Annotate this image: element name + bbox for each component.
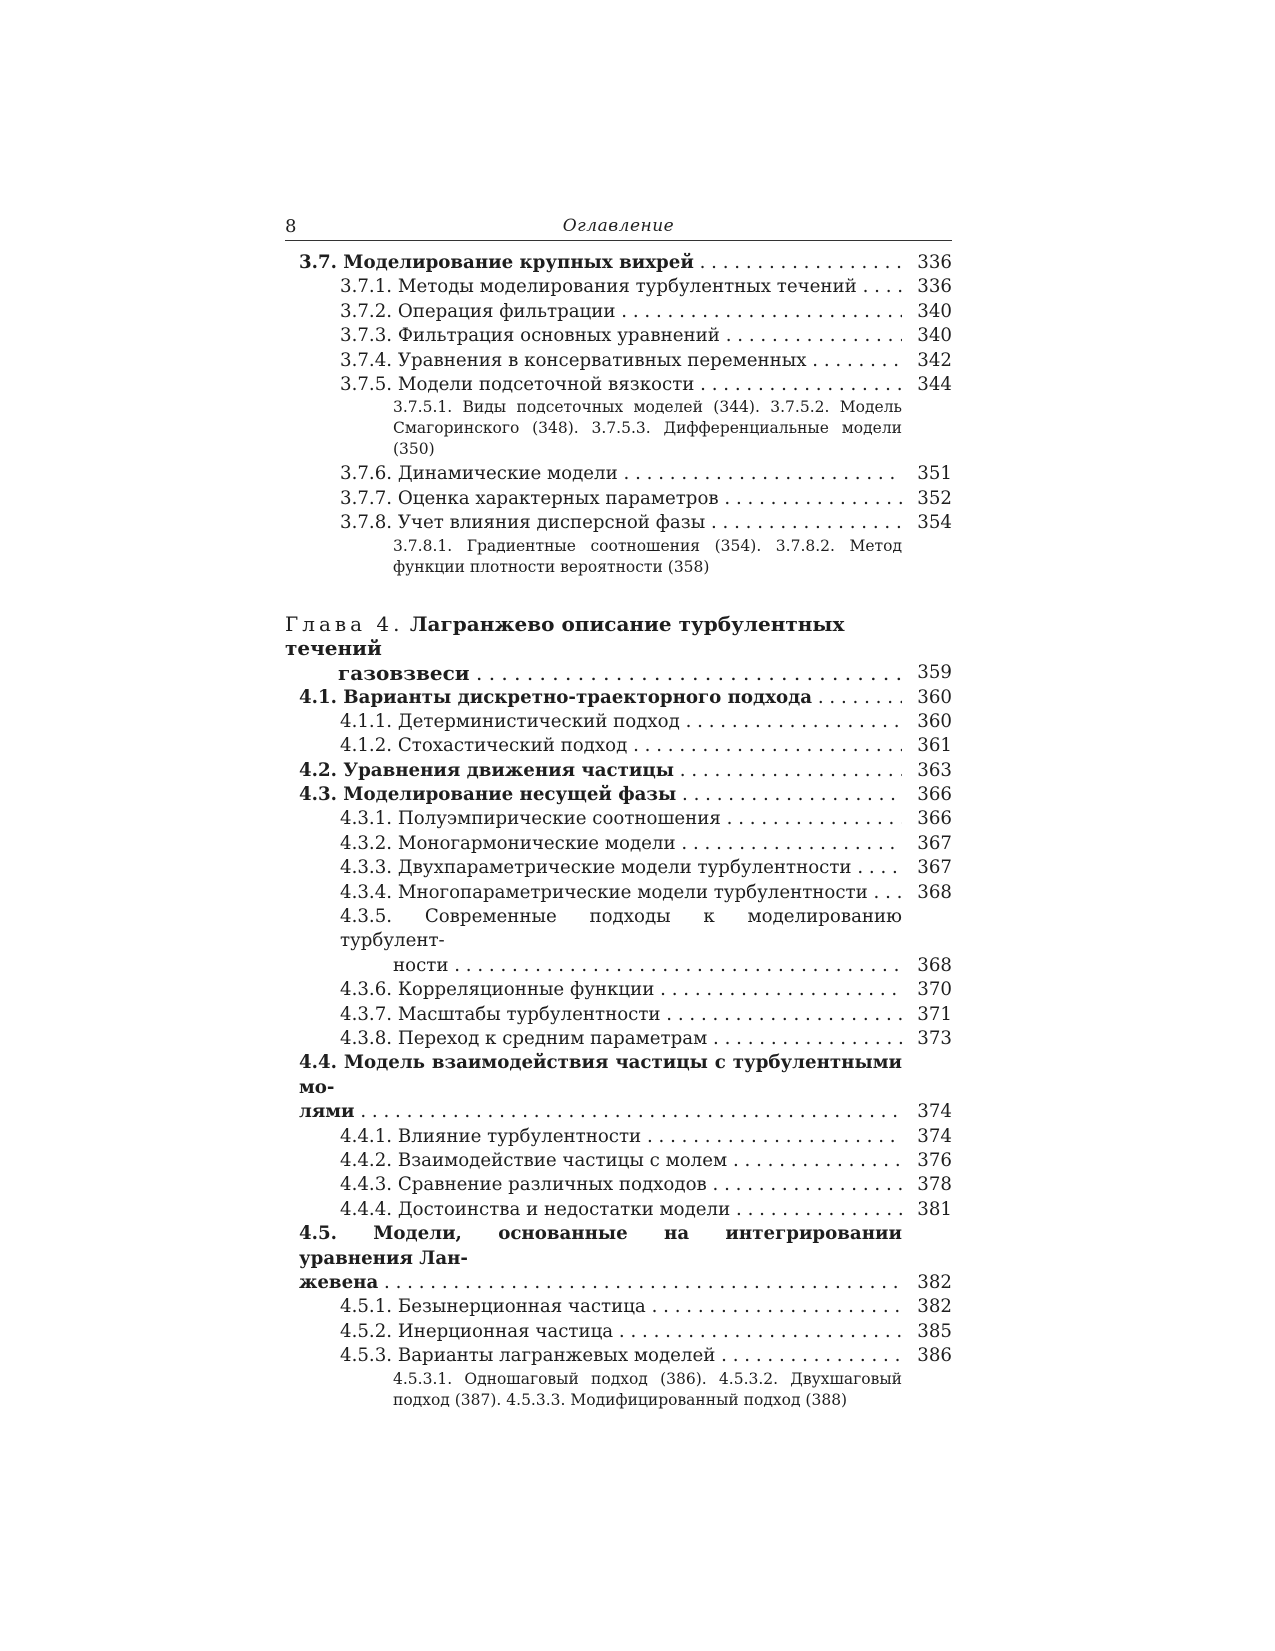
toc-entry-label: 4.2. Уравнения движения частицы . . . [285,759,902,783]
toc-item[interactable] [285,881,952,905]
toc-section-4-1[interactable] [285,686,952,710]
toc-entry-label: 4.1. Варианты дискретно-траекторного подхода . . . [285,686,902,710]
toc-entry-label-line1: 4.5. Модели, основанные на интегрировании уравнения Лан- [299,1223,902,1269]
toc-entry-page: 352 [917,487,952,509]
toc-entry-label: 4.4.2. Взаимодействие частицы с молем . . . [285,1149,902,1173]
toc-item[interactable] [285,832,952,856]
toc-entry-label: 4.1.2. Стохастический подход . . . [285,734,902,758]
toc-entry-page: 382 [917,1296,952,1318]
toc-entry-page: 354 [917,512,952,534]
toc-entry-page: 363 [917,759,952,781]
toc-entry-label: 4.3.2. Моногармонические модели . . . [285,832,902,856]
toc-entry-label: 4.5.1. Безынерционная частица . . . [285,1295,902,1319]
table-of-contents [285,251,952,1411]
toc-entry-label: 3.7.4. Уравнения в консервативных переменных . . . [285,349,902,373]
toc-entry-label: 3.7.8. Учет влияния дисперсной фазы . . . [285,511,902,535]
toc-item[interactable] [285,487,952,511]
toc-entry-label: 4.3. Моделирование несущей фазы . . . [285,783,902,807]
toc-entry-label: 4.4.4. Достоинства и недостатки модели . . . [285,1198,902,1222]
toc-entry-page: 371 [917,1003,952,1025]
toc-item[interactable] [285,856,952,880]
toc-section-4-3[interactable] [285,783,952,807]
toc-entry-label: 3.7.1. Методы моделирования турбулентных течений . . . [285,275,902,299]
toc-entry-label: 4.5.2. Инерционная частица . . . [285,1320,902,1344]
toc-subitems-3-7-8: 3.7.8.1. Градиентные соотношения (354). 3.7.8.2. Метод функции плотности вероятности (358) [393,536,902,576]
chapter-4-heading[interactable] [285,612,952,660]
toc-entry-page: 382 [917,1271,952,1293]
toc-entry-label: 4.3.8. Переход к средним параметрам . . . [285,1027,902,1051]
toc-entry-page: 336 [917,276,952,298]
toc-item[interactable] [285,1003,952,1027]
toc-entry-page: 386 [917,1345,952,1367]
toc-item[interactable] [285,1027,952,1051]
toc-item[interactable] [285,710,952,734]
toc-entry-page: 378 [917,1174,952,1196]
running-title: Оглавление [562,216,675,236]
toc-entry-label: 4.3.7. Масштабы турбулентности . . . [285,1003,902,1027]
toc-entry-label: 4.3.4. Многопараметрические модели турбулентности . . . [285,881,902,905]
toc-entry-page: 360 [917,686,952,708]
toc-entry-page: 360 [917,710,952,732]
toc-section-4-5-continuation[interactable] [285,1271,952,1295]
toc-entry-label: 4.3.3. Двухпараметрические модели турбулентности . . . [285,856,902,880]
toc-item[interactable] [285,1198,952,1222]
toc-entry-page: 368 [917,881,952,903]
toc-item[interactable] [285,1149,952,1173]
toc-section-4-4-continuation[interactable] [285,1100,952,1124]
toc-item[interactable] [285,1320,952,1344]
toc-entry-label: 3.7.5. Модели подсеточной вязкости . . . [285,373,902,397]
toc-item[interactable] [285,734,952,758]
toc-entry-label: 3.7.2. Операция фильтрации . . . [285,300,902,324]
toc-entry-page: 366 [917,808,952,830]
toc-entry-page: 370 [917,979,952,1001]
toc-entry-page: 344 [917,373,952,395]
toc-entry-label: 4.3.1. Полуэмпирические соотношения . . . [285,807,902,831]
toc-item[interactable] [285,1125,952,1149]
toc-entry-page: 367 [917,832,952,854]
toc-subitems-4-5-3: 4.5.3.1. Одношаговый подход (386). 4.5.3.2. Двухшаговый подход (387). 4.5.3.3. Модифицированный подход (388) [393,1369,902,1409]
toc-item[interactable] [285,978,952,1002]
toc-item[interactable] [285,1173,952,1197]
toc-item[interactable] [285,1344,952,1368]
toc-entry-label-line2: ности . . . [285,954,902,978]
toc-entry-label-line1: 4.3.5. Современные подходы к моделированию турбулент- [340,906,902,952]
toc-entry-label-line2: жевена . . . [285,1271,902,1295]
toc-item[interactable] [285,324,952,348]
toc-entry-page: 367 [917,857,952,879]
toc-section-4-2[interactable] [285,759,952,783]
toc-entry-label: 4.1.1. Детерминистический подход . . . [285,710,902,734]
toc-entry-label-line1: 4.4. Модель взаимодействия частицы с турбулентными мо- [299,1052,902,1098]
chapter-title: Лагранжево описание турбулентных течений [285,611,845,660]
toc-entry-page: 381 [917,1198,952,1220]
toc-entry-page: 340 [917,325,952,347]
toc-entry-page: 376 [917,1150,952,1171]
toc-entry-page: 366 [917,784,952,806]
toc-entry-label: 4.4.1. Влияние турбулентности . . . [285,1125,902,1149]
toc-entry-page: 342 [917,349,952,371]
toc-subitems-3-7-5: 3.7.5.1. Виды подсеточных моделей (344). 3.7.5.2. Модель Смагоринского (348). 3.7.5.3. Дифференциальные модели (350) [393,398,902,459]
toc-item[interactable] [285,275,952,299]
chapter-4-title-continuation[interactable] [285,660,952,686]
toc-entry-label: 3.7. Моделирование крупных вихрей . . . [285,251,902,275]
toc-section-3-7[interactable] [285,251,952,275]
chapter-prefix: Глава 4. [285,611,404,636]
toc-entry-page: 374 [917,1101,952,1123]
toc-item[interactable] [285,1295,952,1319]
toc-section-4-5[interactable] [285,1222,952,1271]
toc-entry-label: 3.7.6. Динамические модели . . . [285,462,902,486]
toc-item[interactable] [285,349,952,373]
toc-entry-label: 3.7.7. Оценка характерных параметров . . . [285,487,902,511]
toc-entry-label: 4.5.3. Варианты лагранжевых моделей . . . [285,1344,902,1368]
toc-item[interactable] [285,373,952,397]
toc-entry-page: 374 [917,1125,952,1147]
toc-entry-label: 4.3.6. Корреляционные функции . . . [285,978,902,1002]
toc-entry-page: 340 [917,300,952,322]
toc-entry-page: 351 [917,463,952,485]
toc-item[interactable] [285,300,952,324]
toc-page [285,212,952,1413]
toc-entry-label: 4.4.3. Сравнение различных подходов . . . [285,1173,902,1197]
toc-entry-page: 336 [917,252,952,273]
toc-entry-page: 373 [917,1028,952,1050]
toc-section-4-4[interactable] [285,1051,952,1100]
toc-entry-page: 368 [917,954,952,976]
toc-item[interactable] [285,511,952,535]
page-number: 8 [285,216,297,237]
toc-item-4-3-5[interactable] [285,905,952,954]
toc-item-4-3-5-continuation[interactable] [285,954,952,978]
toc-entry-page: 385 [917,1320,952,1342]
toc-entry-page: 359 [917,661,952,683]
toc-entry-label: газовзвеси . . . [285,660,902,686]
toc-entry-label: 3.7.3. Фильтрация основных уравнений . . . [285,324,902,348]
running-header [285,212,952,241]
chapter-4 [285,612,952,1411]
toc-item[interactable] [285,807,952,831]
toc-entry-label-line2: лями . . . [285,1100,902,1124]
toc-entry-page: 361 [917,735,952,757]
toc-item[interactable] [285,462,952,486]
